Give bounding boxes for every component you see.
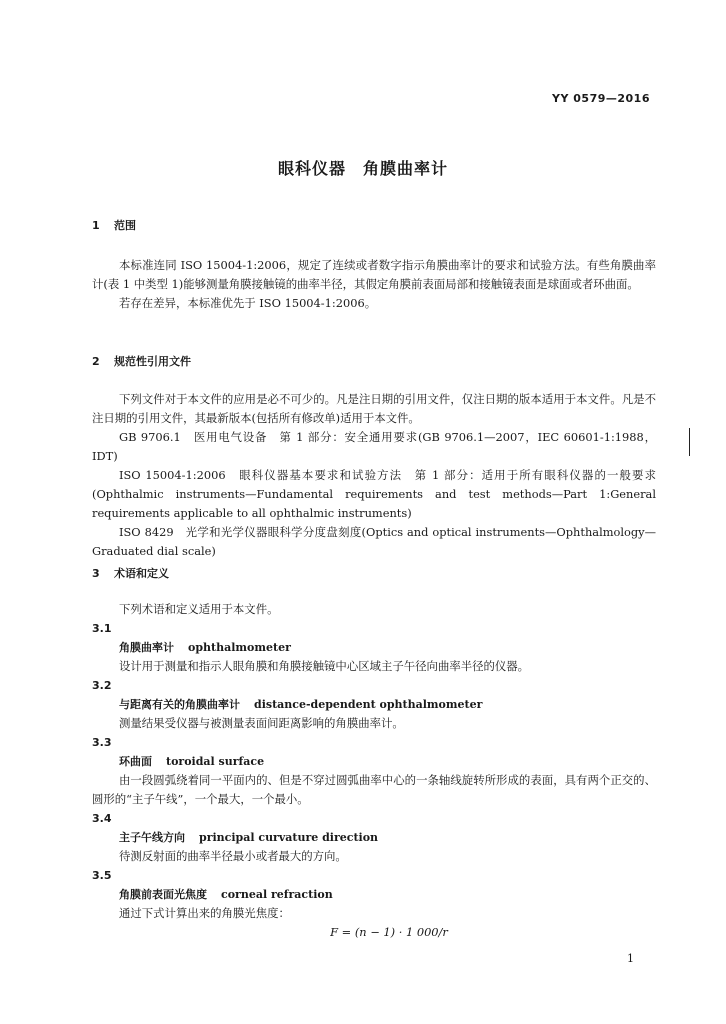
section-scope — [92, 216, 656, 235]
term-en: distance-dependent ophthalmometer — [254, 698, 483, 711]
document-title: 眼科仪器 角膜曲率计 — [277, 159, 448, 178]
term-en: principal curvature direction — [199, 831, 379, 844]
section-heading — [92, 216, 656, 235]
reference-item: ISO 15004-1:2006 眼科仪器基本要求和试验方法 第 1 部分：适用于所有眼科仪器的一般要求(Ophthalmic instruments—Fundamental requirements and test methods—Part 1:General requirements applicable to all ophthalmic instruments) — [92, 468, 656, 520]
paragraph: 本标准连同 ISO 15004-1:2006，规定了连续或者数字指示角膜曲率计的要求和试验方法。有些角膜曲率计(表 1 中类型 1)能够测量角膜接触镜的曲率半径，其假定角膜前表面局部和接触镜表面是球面或者环曲面。 — [92, 258, 656, 291]
reference-item: GB 9706.1 医用电气设备 第 1 部分：安全通用要求(GB 9706.1—2007，IEC 60601-1:1988，IDT) — [92, 430, 656, 463]
paragraph: 下列文件对于本文件的应用是必不可少的。凡是注日期的引用文件，仅注日期的版本适用于本文件。凡是不注日期的引用文件，其最新版本(包括所有修改单)适用于本文件。 — [92, 392, 656, 425]
formula: F = (n − 1) · 1 000/r — [330, 925, 448, 939]
section-number: 3 — [92, 567, 100, 580]
term-en: corneal refraction — [221, 888, 333, 901]
term-en: ophthalmometer — [188, 641, 291, 654]
terms-body — [92, 600, 656, 942]
clause-number: 3.3 — [92, 736, 112, 749]
paragraph: 若存在差异，本标准优先于 ISO 15004-1:2006。 — [119, 296, 377, 310]
term-definition: 设计用于测量和指示人眼角膜和角膜接触镜中心区域主子午径向曲率半径的仪器。 — [119, 659, 530, 673]
term-zh: 与距离有关的角膜曲率计 — [119, 698, 240, 711]
term-entry — [92, 885, 656, 904]
section-title: 范围 — [114, 219, 136, 232]
page-number: 1 — [627, 952, 634, 965]
paragraph: 下列术语和定义适用于本文件。 — [119, 602, 279, 616]
term-entry — [92, 752, 656, 771]
scope-body — [92, 256, 656, 313]
term-zh: 主子午线方向 — [119, 831, 185, 844]
term-zh: 角膜曲率计 — [119, 641, 174, 654]
section-normative-references — [92, 352, 656, 371]
term-definition: 通过下式计算出来的角膜光焦度： — [119, 906, 290, 920]
section-heading — [92, 564, 656, 583]
term-definition: 由一段圆弧绕着同一平面内的、但是不穿过圆弧曲率中心的一条轴线旋转所形成的表面，具有两个正交的、圆形的“主子午线”，一个最大，一个最小。 — [92, 773, 656, 806]
section-number: 1 — [92, 219, 100, 232]
section-number: 2 — [92, 355, 100, 368]
term-zh: 环曲面 — [119, 755, 152, 768]
section-title: 术语和定义 — [114, 567, 169, 580]
clause-number: 3.4 — [92, 812, 112, 825]
term-entry — [92, 638, 656, 657]
term-definition: 待测反射面的曲率半径最小或者最大的方向。 — [119, 849, 347, 863]
margin-change-bar — [689, 428, 690, 456]
section-terms — [92, 564, 656, 583]
section-title: 规范性引用文件 — [114, 355, 191, 368]
references-body — [92, 390, 656, 561]
standard-number: YY 0579—2016 — [552, 92, 650, 105]
term-definition: 测量结果受仪器与被测量表面间距离影响的角膜曲率计。 — [119, 716, 404, 730]
clause-number: 3.5 — [92, 869, 112, 882]
term-entry — [92, 695, 656, 714]
term-entry — [92, 828, 656, 847]
section-heading — [92, 352, 656, 371]
reference-item: ISO 8429 光学和光学仪器眼科学分度盘刻度(Optics and optical instruments—Ophthalmology—Graduated dial scale) — [92, 525, 656, 558]
clause-number: 3.1 — [92, 622, 112, 635]
clause-number: 3.2 — [92, 679, 112, 692]
term-en: toroidal surface — [166, 755, 265, 768]
term-zh: 角膜前表面光焦度 — [119, 888, 207, 901]
